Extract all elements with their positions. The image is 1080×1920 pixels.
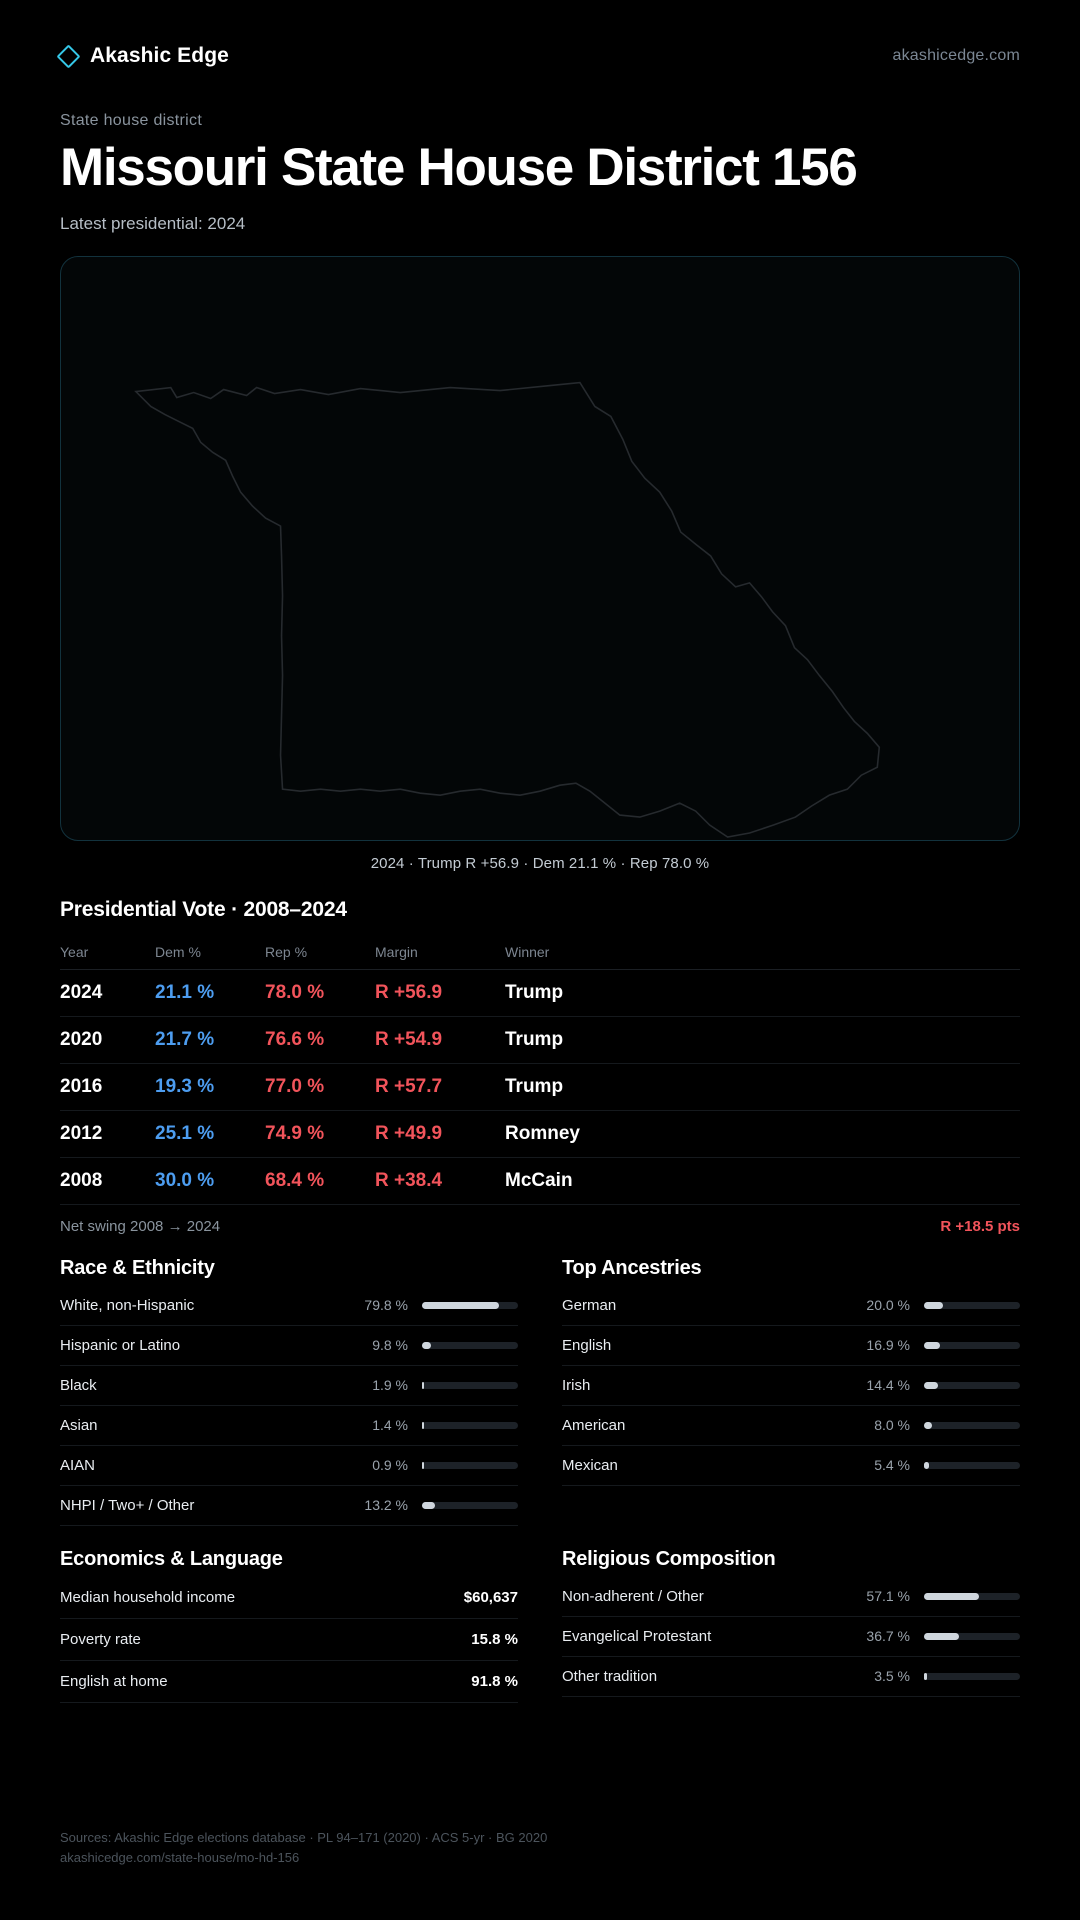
cell-rep: 77.0 %	[265, 1063, 375, 1110]
stat-label: American	[562, 1416, 626, 1434]
list-item	[562, 1657, 1020, 1697]
list-item	[60, 1326, 518, 1366]
stat-value: 3.5 %	[874, 1668, 910, 1685]
cell-rep: 68.4 %	[265, 1157, 375, 1204]
econ-value: 15.8 %	[471, 1630, 518, 1648]
cell-dem: 30.0 %	[155, 1157, 265, 1204]
cell-year: 2024	[60, 969, 155, 1016]
economics-column	[60, 1548, 518, 1703]
cell-dem: 21.7 %	[155, 1016, 265, 1063]
state-map	[60, 256, 1020, 841]
footer-sources: Sources: Akashic Edge elections database · PL 94–171 (2020) · ACS 5-yr · BG 2020	[60, 1829, 548, 1845]
stat-label: White, non-Hispanic	[60, 1296, 195, 1314]
econ-label: English at home	[60, 1672, 168, 1690]
stat-bar	[924, 1342, 1020, 1349]
stat-label: Evangelical Protestant	[562, 1627, 712, 1645]
list-item	[60, 1486, 518, 1526]
cell-winner: Trump	[505, 969, 1020, 1016]
map-caption: 2024 · Trump R +56.9 · Dem 21.1 % · Rep 78.0 %	[370, 854, 710, 872]
stat-label: Mexican	[562, 1456, 618, 1474]
table-row	[60, 1110, 1020, 1157]
stat-label: English	[562, 1336, 612, 1354]
stat-label: Hispanic or Latino	[60, 1336, 181, 1354]
stat-value: 9.8 %	[372, 1337, 408, 1354]
list-item	[60, 1406, 518, 1446]
stat-value: 5.4 %	[874, 1457, 910, 1474]
stat-label: Other tradition	[562, 1667, 658, 1685]
stat-value: 57.1 %	[866, 1588, 910, 1605]
list-item	[562, 1326, 1020, 1366]
col-winner: Winner	[505, 934, 1020, 970]
stat-value: 0.9 %	[372, 1457, 408, 1474]
list-item	[60, 1577, 518, 1619]
cell-year: 2008	[60, 1157, 155, 1204]
stat-bar	[422, 1502, 518, 1509]
page-title: Missouri State House District 156	[60, 138, 857, 197]
stat-bar	[924, 1593, 1020, 1600]
table-row	[60, 969, 1020, 1016]
net-swing-value: R +18.5 pts	[940, 1217, 1020, 1235]
cell-margin: R +49.9	[375, 1110, 505, 1157]
cell-rep: 76.6 %	[265, 1016, 375, 1063]
site-url: akashicedge.com	[892, 47, 1020, 64]
brand-name: Akashic Edge	[90, 44, 229, 67]
econ-label: Poverty rate	[60, 1630, 141, 1648]
religion-column	[562, 1548, 1020, 1703]
cell-rep: 74.9 %	[265, 1110, 375, 1157]
stat-label: Non-adherent / Other	[562, 1587, 704, 1605]
stat-label: NHPI / Two+ / Other	[60, 1496, 195, 1514]
stat-bar	[924, 1633, 1020, 1640]
stat-bar	[422, 1422, 518, 1429]
missouri-outline-svg	[61, 257, 1019, 840]
list-item	[60, 1619, 518, 1661]
presidential-vote-section	[60, 898, 1020, 1235]
stat-bar	[924, 1382, 1020, 1389]
stat-bar	[422, 1382, 518, 1389]
stat-label: AIAN	[60, 1456, 96, 1474]
col-dem: Dem %	[155, 934, 265, 970]
footer-url: akashicedge.com/state-house/mo-hd-156	[60, 1849, 300, 1865]
econ-value: $60,637	[463, 1588, 518, 1606]
race-title: Race & Ethnicity	[60, 1256, 215, 1279]
stat-value: 13.2 %	[364, 1497, 408, 1514]
table-row	[60, 1063, 1020, 1110]
cell-margin: R +54.9	[375, 1016, 505, 1063]
cell-margin: R +38.4	[375, 1157, 505, 1204]
list-item	[562, 1406, 1020, 1446]
list-item	[60, 1286, 518, 1326]
cell-margin: R +56.9	[375, 969, 505, 1016]
stat-bar	[422, 1302, 518, 1309]
col-margin: Margin	[375, 934, 505, 970]
cell-winner: Trump	[505, 1063, 1020, 1110]
stat-value: 1.4 %	[372, 1417, 408, 1434]
economics-title: Economics & Language	[60, 1547, 283, 1570]
list-item	[562, 1446, 1020, 1486]
net-swing-label: Net swing 2008 → 2024	[60, 1217, 221, 1235]
top-ancestries-column	[562, 1257, 1020, 1526]
cell-year: 2012	[60, 1110, 155, 1157]
col-rep: Rep %	[265, 934, 375, 970]
stat-value: 8.0 %	[874, 1417, 910, 1434]
stat-label: German	[562, 1296, 617, 1314]
list-item	[60, 1661, 518, 1703]
stat-label: Asian	[60, 1416, 98, 1434]
page-subtitle: Latest presidential: 2024	[60, 213, 246, 233]
stat-bar	[924, 1462, 1020, 1469]
race-ethnicity-column	[60, 1257, 518, 1526]
stat-value: 14.4 %	[866, 1377, 910, 1394]
cell-winner: McCain	[505, 1157, 1020, 1204]
cell-rep: 78.0 %	[265, 969, 375, 1016]
stat-value: 20.0 %	[866, 1297, 910, 1314]
table-row	[60, 1157, 1020, 1204]
stat-bar	[924, 1302, 1020, 1309]
stat-bar	[422, 1342, 518, 1349]
stat-value: 36.7 %	[866, 1628, 910, 1645]
economics-religion-columns	[60, 1548, 1020, 1703]
stat-label: Irish	[562, 1376, 591, 1394]
page-kicker: State house district	[60, 112, 203, 129]
religion-title: Religious Composition	[562, 1547, 776, 1570]
econ-value: 91.8 %	[471, 1672, 518, 1690]
stat-value: 79.8 %	[364, 1297, 408, 1314]
table-row	[60, 1016, 1020, 1063]
footer	[60, 1828, 547, 1868]
stat-value: 1.9 %	[372, 1377, 408, 1394]
cell-dem: 21.1 %	[155, 969, 265, 1016]
econ-label: Median household income	[60, 1588, 236, 1606]
stat-label: Black	[60, 1376, 97, 1394]
cell-winner: Romney	[505, 1110, 1020, 1157]
list-item	[60, 1446, 518, 1486]
list-item	[562, 1366, 1020, 1406]
ancestries-title: Top Ancestries	[562, 1256, 702, 1279]
list-item	[562, 1286, 1020, 1326]
presidential-vote-table	[60, 934, 1020, 1205]
cell-margin: R +57.7	[375, 1063, 505, 1110]
list-item	[562, 1617, 1020, 1657]
cell-year: 2016	[60, 1063, 155, 1110]
cell-year: 2020	[60, 1016, 155, 1063]
list-item	[60, 1366, 518, 1406]
stat-bar	[422, 1462, 518, 1469]
stat-bar	[924, 1673, 1020, 1680]
demographics-columns	[60, 1257, 1020, 1526]
vote-section-title: Presidential Vote · 2008–2024	[60, 897, 347, 921]
stat-value: 16.9 %	[866, 1337, 910, 1354]
stat-bar	[924, 1422, 1020, 1429]
table-header-row	[60, 934, 1020, 970]
top-bar	[60, 0, 1020, 68]
diamond-logo-icon	[56, 44, 80, 68]
cell-dem: 19.3 %	[155, 1063, 265, 1110]
net-swing-row	[60, 1205, 1020, 1235]
list-item	[562, 1577, 1020, 1617]
cell-dem: 25.1 %	[155, 1110, 265, 1157]
brand	[60, 44, 229, 68]
cell-winner: Trump	[505, 1016, 1020, 1063]
col-year: Year	[60, 934, 155, 970]
